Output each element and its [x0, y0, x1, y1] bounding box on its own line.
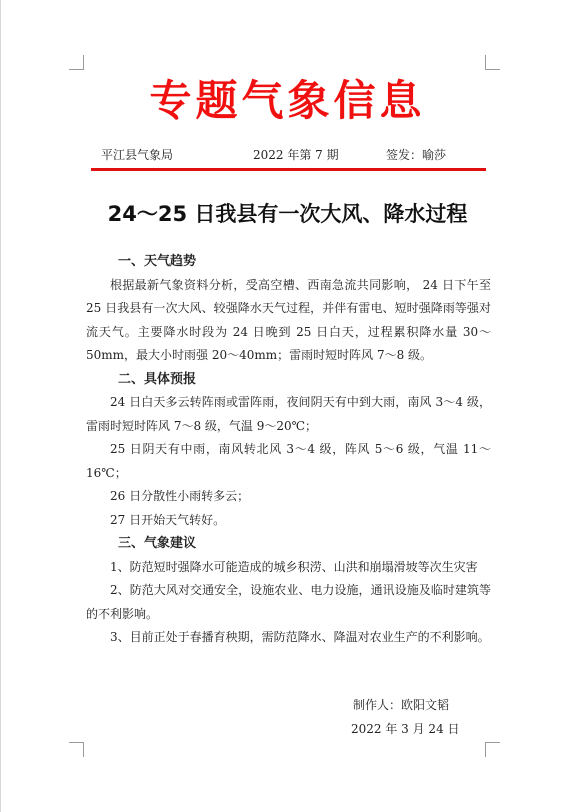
headline: 24～25 日我县有一次大风、降水过程	[107, 202, 468, 226]
paragraph: 根据最新气象资料分析，受高空槽、西南急流共同影响， 24 日下午至 25 日我县有一次大风、较强降水天气过程，并伴有雷电、短时强降雨等强对流天气。主要降水时段为 24 日晚到 25 日白天，过程累积降水量 30～50mm，最大小时雨强 20～40mm；雷雨时短时阵风 7～8 级。	[86, 277, 491, 362]
red-divider	[91, 168, 486, 171]
paragraph: 26 日分散性小雨转多云；	[110, 489, 250, 503]
paragraph: 25 日阴天有中雨，南风转北风 3～4 级，阵风 5～6 级，气温 11～16℃；	[86, 442, 491, 480]
paragraph: 27 日开始天气转好。	[110, 512, 226, 527]
crop-mark-bottom-left	[69, 742, 84, 757]
issue-number: 2022 年第 7 期	[253, 148, 339, 162]
paragraph: 24 日白天多云转阵雨或雷阵雨，夜间阴天有中到大雨，南风 3～4 级，雷雨时短时阵风 7～8 级，气温 9～20℃；	[86, 395, 491, 433]
signer-label: 签发：喻莎	[386, 148, 447, 162]
author-label: 制作人：欧阳文韬	[353, 698, 450, 712]
section-heading-forecast: 二、具体预报	[118, 371, 197, 387]
paragraph: 1、防范短时强降水可能造成的城乡积涝、山洪和崩塌滑坡等次生灾害	[110, 559, 478, 574]
paragraph: 3、目前正处于春播育秧期，需防范降水、降温对农业生产的不利影响。	[110, 630, 490, 644]
section-heading-advice: 三、气象建议	[118, 536, 197, 551]
body-content	[86, 250, 491, 650]
section-heading-trend: 一、天气趋势	[118, 254, 197, 269]
issuer-label: 平江县气象局	[101, 148, 174, 162]
paragraph: 2、防范大风对交通安全，设施农业、电力设施，通讯设施及临时建筑等的不利影响。	[86, 583, 491, 621]
crop-mark-bottom-right	[485, 742, 500, 757]
document-title: 专题气象信息	[149, 76, 426, 125]
document-date: 2022 年 3 月 24 日	[351, 722, 460, 736]
